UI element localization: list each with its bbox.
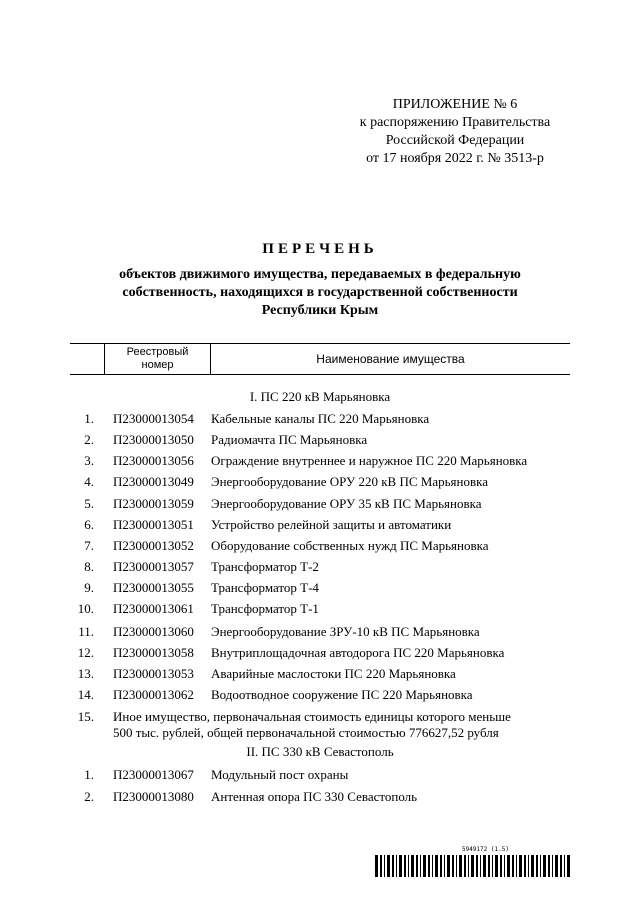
row-number: 14. bbox=[77, 687, 94, 702]
row-number: 2. bbox=[84, 432, 94, 447]
barcode-stripe bbox=[416, 855, 418, 877]
row-registry: П23000013059 bbox=[113, 496, 194, 511]
table-row bbox=[70, 559, 570, 577]
barcode-stripe bbox=[531, 855, 534, 877]
barcode-stripe bbox=[471, 855, 474, 877]
barcode-stripe bbox=[468, 855, 469, 877]
barcode-stripe bbox=[548, 855, 550, 877]
row-number: 7. bbox=[84, 538, 94, 553]
row-name: Трансформатор Т-2 bbox=[211, 559, 319, 574]
row-registry: П23000013051 bbox=[113, 517, 194, 532]
barcode-stripe bbox=[495, 855, 498, 877]
row-number: 15. bbox=[77, 709, 94, 724]
row-name: Аварийные маслостоки ПС 220 Марьяновка bbox=[211, 666, 456, 681]
barcode-stripe bbox=[435, 855, 438, 877]
table-row bbox=[70, 453, 570, 471]
row-name: Энергооборудование ЗРУ-10 кВ ПС Марьяновка bbox=[211, 624, 480, 639]
row-registry: П23000013058 bbox=[113, 645, 194, 660]
barcode-stripe bbox=[408, 855, 409, 877]
row-registry: П23000013050 bbox=[113, 432, 194, 447]
row-name: Трансформатор Т-1 bbox=[211, 601, 319, 616]
barcode-stripe bbox=[507, 855, 510, 877]
row-number: 3. bbox=[84, 453, 94, 468]
barcode-stripe bbox=[540, 855, 541, 877]
subtitle-line: объектов движимого имущества, передаваемых в федеральную bbox=[119, 267, 521, 282]
barcode-stripe bbox=[567, 855, 570, 877]
barcode-stripe bbox=[392, 855, 394, 877]
row-description bbox=[113, 709, 511, 741]
table-row bbox=[70, 767, 570, 785]
row-name: Модульный пост охраны bbox=[211, 767, 349, 782]
barcode-stripe bbox=[444, 855, 445, 877]
row-registry: П23000013055 bbox=[113, 580, 194, 595]
row-name: Энергооборудование ОРУ 35 кВ ПС Марьяновка bbox=[211, 496, 482, 511]
barcode-stripe bbox=[488, 855, 490, 877]
row-number: 5. bbox=[84, 496, 94, 511]
row-number: 4. bbox=[84, 474, 94, 489]
row-registry: П23000013080 bbox=[113, 789, 194, 804]
row-name: Ограждение внутреннее и наружное ПС 220 Марьяновка bbox=[211, 453, 528, 468]
barcode-stripe bbox=[555, 855, 558, 877]
row-registry: П23000013060 bbox=[113, 624, 194, 639]
row-description-line: Иное имущество, первоначальная стоимость единицы которого меньше bbox=[113, 709, 511, 724]
barcode-stripe bbox=[384, 855, 385, 877]
row-registry: П23000013057 bbox=[113, 559, 194, 574]
document-title: ПЕРЕЧЕНЬ bbox=[262, 241, 378, 257]
table-row bbox=[70, 474, 570, 492]
row-number: 12. bbox=[77, 645, 94, 660]
barcode-stripe bbox=[423, 855, 426, 877]
barcode-stripe bbox=[456, 855, 457, 877]
section-title: II. ПС 330 кВ Севастополь bbox=[246, 744, 394, 759]
barcode-stripe bbox=[432, 855, 433, 877]
header-registry-line: номер bbox=[141, 359, 174, 371]
appendix-title: ПРИЛОЖЕНИЕ № 6 bbox=[392, 97, 518, 112]
row-registry: П23000013054 bbox=[113, 411, 194, 426]
row-registry: П23000013056 bbox=[113, 453, 194, 468]
row-registry: П23000013049 bbox=[113, 474, 194, 489]
table-row bbox=[70, 538, 570, 556]
barcode-stripe bbox=[492, 855, 493, 877]
header-property-name: Наименование имущества bbox=[316, 352, 465, 366]
row-number: 2. bbox=[84, 789, 94, 804]
header-registry-line: Реестровый bbox=[126, 346, 189, 358]
barcode-icon bbox=[375, 855, 570, 877]
row-name: Энергооборудование ОРУ 220 кВ ПС Марьяновка bbox=[211, 474, 488, 489]
barcode-stripe bbox=[476, 855, 478, 877]
row-name: Трансформатор Т-4 bbox=[211, 580, 319, 595]
appendix-header bbox=[330, 96, 580, 168]
table-row bbox=[70, 666, 570, 684]
row-name: Кабельные каналы ПС 220 Марьяновка bbox=[211, 411, 430, 426]
barcode-stripe bbox=[420, 855, 421, 877]
barcode-stripe bbox=[500, 855, 502, 877]
barcode-stripe bbox=[536, 855, 538, 877]
barcode-stripe bbox=[380, 855, 382, 877]
row-registry: П23000013067 bbox=[113, 767, 194, 782]
row-name: Оборудование собственных нужд ПС Марьяновка bbox=[211, 538, 489, 553]
subtitle-line: собственность, находящихся в государственной собственности bbox=[122, 285, 518, 300]
row-number: 11. bbox=[78, 624, 94, 639]
barcode-stripe bbox=[440, 855, 442, 877]
header-registry-number bbox=[105, 346, 210, 372]
table-row bbox=[70, 645, 570, 663]
subtitle-line: Республики Крым bbox=[261, 303, 379, 318]
barcode-label: 5949172 (1.5) bbox=[462, 846, 509, 853]
table-row bbox=[70, 411, 570, 429]
row-number: 9. bbox=[84, 580, 94, 595]
barcode-stripe bbox=[524, 855, 526, 877]
row-number: 13. bbox=[77, 666, 94, 681]
barcode-stripe bbox=[512, 855, 514, 877]
barcode-stripe bbox=[552, 855, 553, 877]
barcode-stripe bbox=[560, 855, 562, 877]
row-number: 1. bbox=[84, 767, 94, 782]
document-subtitle bbox=[70, 266, 570, 320]
row-registry: П23000013061 bbox=[113, 601, 194, 616]
barcode-stripe bbox=[528, 855, 529, 877]
appendix-date: от 17 ноября 2022 г. № 3513-р bbox=[366, 151, 544, 166]
row-description-line: 500 тыс. рублей, общей первоначальной стоимостью 776627,52 рубля bbox=[113, 725, 499, 740]
barcode-stripe bbox=[387, 855, 390, 877]
row-registry: П23000013052 bbox=[113, 538, 194, 553]
barcode-stripe bbox=[504, 855, 505, 877]
barcode-stripe bbox=[564, 855, 565, 877]
row-name: Водоотводное сооружение ПС 220 Марьяновка bbox=[211, 687, 473, 702]
barcode-stripe bbox=[519, 855, 522, 877]
barcode-stripe bbox=[464, 855, 466, 877]
barcode-stripe bbox=[459, 855, 462, 877]
barcode-stripe bbox=[404, 855, 406, 877]
row-number: 10. bbox=[77, 601, 94, 616]
barcode-stripe bbox=[452, 855, 454, 877]
barcode-stripe bbox=[375, 855, 378, 877]
row-name: Внутриплощадочная автодорога ПС 220 Марьяновка bbox=[211, 645, 505, 660]
table-row bbox=[70, 432, 570, 450]
barcode-stripe bbox=[399, 855, 402, 877]
row-name: Радиомачта ПС Марьяновка bbox=[211, 432, 368, 447]
barcode-stripe bbox=[516, 855, 517, 877]
table-row bbox=[70, 496, 570, 514]
barcode-stripe bbox=[483, 855, 486, 877]
row-number: 8. bbox=[84, 559, 94, 574]
table-row bbox=[70, 580, 570, 598]
barcode-stripe bbox=[411, 855, 414, 877]
row-name: Устройство релейной защиты и автоматики bbox=[211, 517, 452, 532]
barcode-stripe bbox=[447, 855, 450, 877]
table-header bbox=[70, 343, 570, 375]
section-title: I. ПС 220 кВ Марьяновка bbox=[249, 389, 391, 404]
appendix-line-decree: к распоряжению Правительства bbox=[359, 115, 551, 130]
row-number: 6. bbox=[84, 517, 94, 532]
table-row bbox=[70, 517, 570, 535]
row-registry: П23000013053 bbox=[113, 666, 194, 681]
row-number: 1. bbox=[84, 411, 94, 426]
table-row bbox=[70, 687, 570, 705]
appendix-line-federation: Российской Федерации bbox=[385, 133, 525, 148]
barcode-stripe bbox=[543, 855, 546, 877]
table-row bbox=[70, 789, 570, 807]
row-name: Антенная опора ПС 330 Севастополь bbox=[211, 789, 418, 804]
row-registry: П23000013062 bbox=[113, 687, 194, 702]
barcode-stripe bbox=[428, 855, 430, 877]
table-row bbox=[70, 601, 570, 619]
barcode-stripe bbox=[396, 855, 397, 877]
table-row bbox=[70, 624, 570, 642]
barcode-stripe bbox=[480, 855, 481, 877]
